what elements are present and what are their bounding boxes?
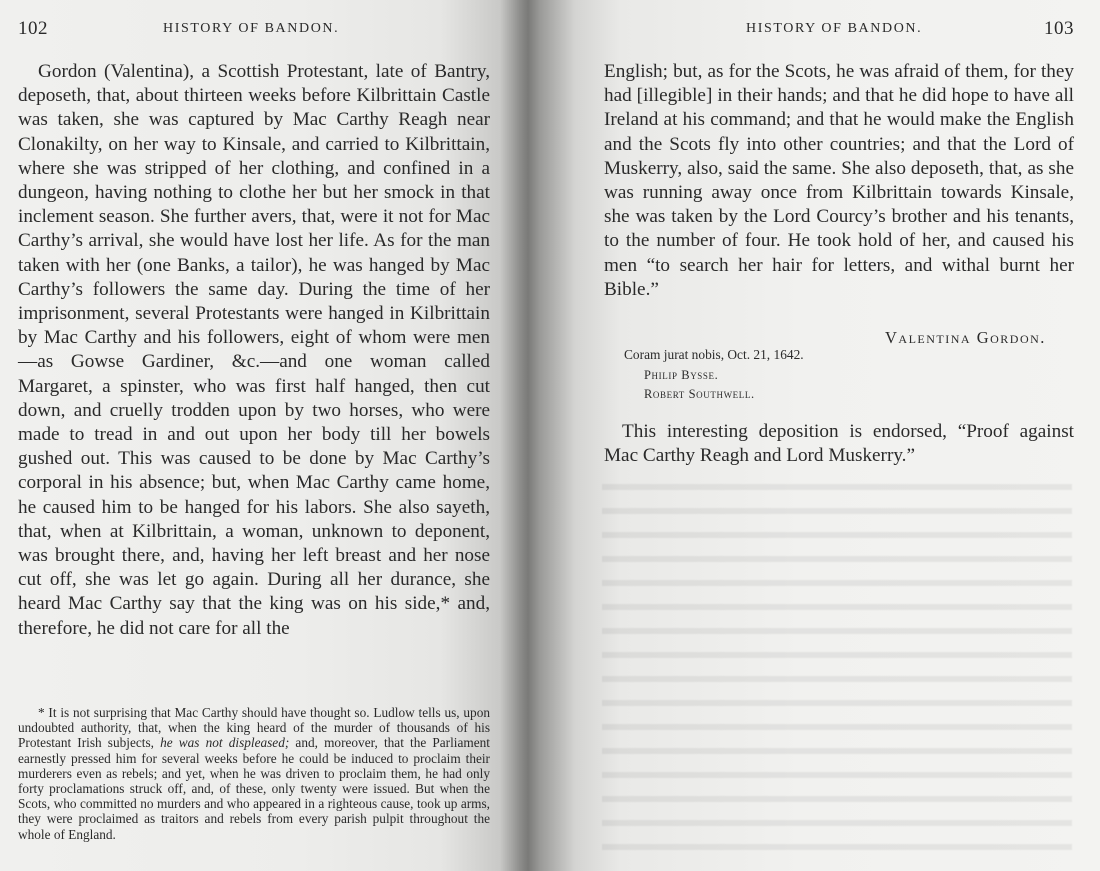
deponent-signature: Valentina Gordon. (885, 328, 1046, 347)
witness-name-2: Robert Southwell. (644, 387, 755, 401)
oath-line: Coram jurat nobis, Oct. 21, 1642. (624, 347, 804, 362)
page-number-right: 103 (1044, 18, 1074, 39)
footnote-text-end: and, moreover, that the Parliament earnestly pressed him for several weeks before he could be induced to proclaim their murderers even as rebels; and yet, when he was driven to proclaim them, he had only forty proclamations struck off, and, of these, only twenty were issued. But when the Scots, who committed no murders and who appeared in a righteous cause, took up arms, they were proclaimed as traitors and rebels from every parish pulpit throughout the whole of England. (18, 735, 490, 842)
running-head-right: HISTORY OF BANDON. (746, 21, 923, 36)
running-head-left: HISTORY OF BANDON. (163, 21, 340, 36)
footnote (18, 705, 490, 842)
right-body-text: English; but, as for the Scots, he was afraid of them, for they had [illegible] in their hands; and that he did hope to have all Ireland at his command; and that he would make the English and the Scots fly into other countries; and that the Lord of Muskerry, also, said the same. She also deposeth, that, as she was running away once from Kilbrittain towards Kinsale, she was taken by the Lord Courcy’s brother and his tenants, to the number of four. He took hold of her, and caused his men “to search her hair for letters, and withal burnt her Bible.” (604, 61, 1074, 300)
endorsement-paragraph: This interesting deposition is endorsed, “Proof against Mac Carthy Reagh and Lord Muskerry.” (604, 421, 1074, 467)
page-number-left: 102 (18, 18, 48, 39)
right-page (530, 0, 1100, 871)
footnote-italic-text: he was not displeased; (160, 735, 290, 751)
left-page (0, 0, 530, 871)
left-body-text: Gordon (Valentina), a Scottish Protestant, late of Bantry, deposeth, that, about thirteen weeks before Kilbrittain Castle was taken, she was captured by Mac Carthy Reagh near Clonakilty, on her way to Kinsale, and carried to Kilbrittain, where she was stripped of her clothing, and confined in a dungeon, having nothing to clothe her but her smock in that inclement season. She further avers, that, were it not for Mac Carthy’s arrival, she would have lost her life. As for the man taken with her (one Banks, a tailor), he was hanged by Mac Carthy’s followers the same day. During the time of her imprisonment, several Protestants were hanged in Kilbrittain by Mac Carthy and his followers, eight of whom were men—as Gowse Gardiner, &c.—and one woman called Margaret, a spinster, who was first half hanged, then cut down, and cruelly trodden upon by two horses, who were made to tread in and out upon her body till her bowels gushed out. This was caused to be done by Mac Carthy’s corporal in his absence; but, when Mac Carthy came home, he caused him to be hanged for his labors. She also sayeth, that, when at Kilbrittain, a woman, unknown to deponent, was brought there, and, having her left breast and her nose cut off, she was let go again. During all her durance, she heard Mac Carthy say that the king was on his side,* and, therefore, he did not care for all the (18, 61, 490, 639)
footnote-text-start: * It is not surprising that Mac Carthy should have thought so. Ludlow tells us, upon undoubted authority, that, when the king heard of the murder of thousands of his Protestant Irish subjects, (18, 705, 490, 751)
witness-name-1: Philip Bysse. (644, 368, 719, 382)
show-through-text (602, 470, 1072, 860)
